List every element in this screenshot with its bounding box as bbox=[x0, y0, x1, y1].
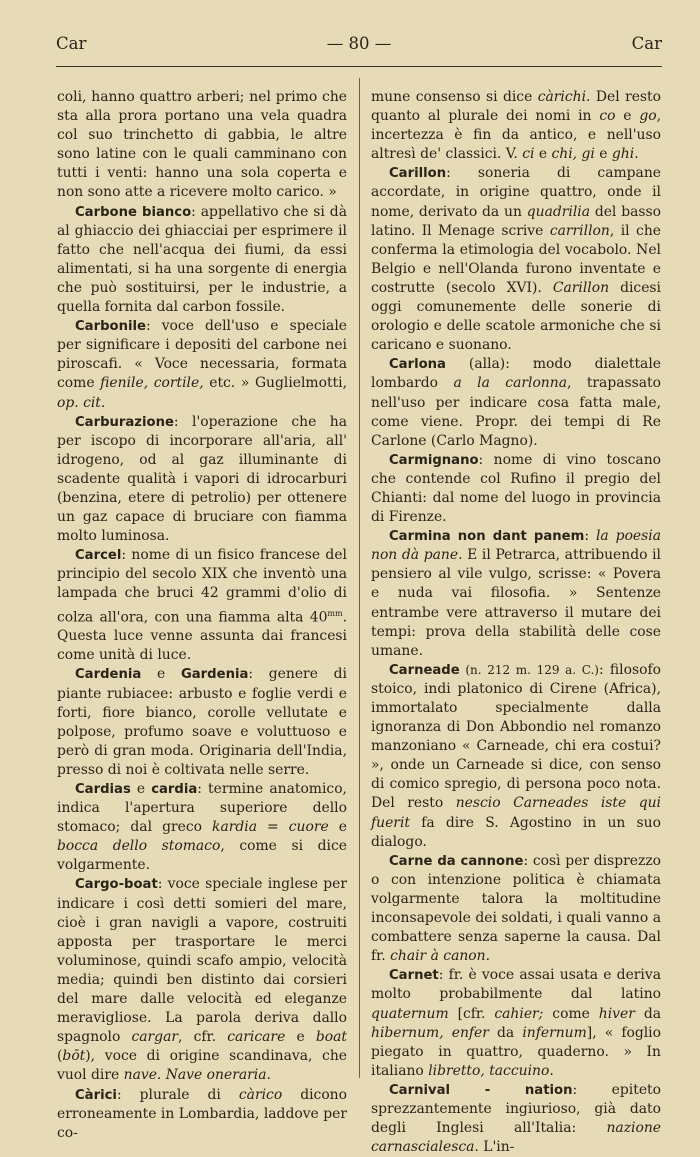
italic-text: chi, gi bbox=[551, 146, 595, 163]
continuation-text: coli, hanno quattro arberi; nel primo che sta alla prora portano una vela quadra col suo trinchetto di gabbia, le altre sono latine con le quali camminano con tutti i venti: hanno una sola coperta e non sono atte a ricevere molto carico. » bbox=[57, 89, 347, 201]
entry-carillon bbox=[371, 164, 661, 355]
headword: Cardenia bbox=[75, 667, 142, 683]
definition: : l'operazione che ha per iscopo di incorporare all'aria, all' idrogeno, od al gaz illuminante di scadente qualità i vapori di idrocarburi (benzina, etere di petrolio) per ottenere un gaz capace di bruciare con fiamma molto luminosa. bbox=[57, 413, 347, 545]
headword: Carne da cannone bbox=[389, 853, 524, 869]
entry-carmignano bbox=[371, 451, 661, 527]
italic-text: fienile, cortile, bbox=[100, 375, 204, 392]
superscript-unit: mm bbox=[327, 608, 343, 618]
headword: Càrici bbox=[75, 1087, 117, 1103]
header-rule bbox=[56, 66, 662, 67]
definition: fa dire S. Agostino in un suo dialogo. bbox=[371, 814, 661, 850]
continuation-text: e bbox=[534, 146, 552, 163]
definition: = bbox=[257, 819, 289, 836]
definition: : così per disprezzo o con intenzione politica è chiamata volgarmente talora la moltitudine inconsapevole dei soldati, i quali vanno a combattere senza saperne la causa. Dal fr. bbox=[371, 852, 661, 965]
headword: Carlona bbox=[389, 357, 446, 373]
definition: e bbox=[285, 1029, 316, 1046]
definition: ( bbox=[57, 1048, 63, 1065]
dates: (n. 212 m. 129 a. C.) bbox=[459, 662, 599, 677]
definition: . bbox=[266, 1067, 271, 1084]
italic-text: ci bbox=[522, 146, 535, 163]
definition: , il che conferma la etimologia del vocabolo. Nel Belgio e nell'Olanda furono inventate e costrutte (secolo XVI). bbox=[371, 222, 661, 296]
definition: . L'in- bbox=[474, 1139, 515, 1156]
headword: Carmignano bbox=[389, 452, 479, 468]
headword: Carnet bbox=[389, 968, 439, 984]
italic-text: a la carlonna bbox=[453, 375, 567, 392]
italic-text: op. cit. bbox=[57, 394, 106, 411]
italic-text: quaternum bbox=[371, 1005, 449, 1022]
running-header bbox=[56, 34, 662, 58]
definition: come bbox=[543, 1005, 599, 1022]
italic-text: cargar bbox=[131, 1029, 178, 1046]
page-number: — 80 — bbox=[326, 34, 392, 53]
definition: . E il Petrarca, attribuendo il pensiero al vile vulgo, scrisse: « Povera e nuda vai filosofia. » Sentenze entrambe vere attraverso il mutare dei tempi: prova della stabilità delle cose umane. bbox=[371, 547, 661, 659]
headword: Carbonile bbox=[75, 319, 146, 335]
italic-text: Carillon bbox=[552, 279, 610, 296]
headword: Carnival - nation bbox=[389, 1082, 573, 1098]
definition: , trapassato nell'uso per indicare cosa fatta male, come viene. Propr. dei tempi di Re Carlone (Carlo Magno). bbox=[371, 375, 661, 449]
definition: del basso latino. Il Menage scrive bbox=[371, 203, 661, 239]
italic-text: quadrilia bbox=[526, 203, 590, 220]
italic-text: kardia bbox=[212, 819, 257, 836]
continuation-text: mune consenso si dice bbox=[371, 89, 538, 105]
entry-carcel bbox=[57, 546, 347, 665]
definition: . bbox=[549, 1062, 554, 1079]
italic-text: nave. Nave oneraria bbox=[123, 1067, 267, 1084]
entry-carne-da-cannone bbox=[371, 852, 661, 967]
italic-text: ghi bbox=[611, 146, 635, 163]
entry-carici bbox=[57, 1086, 347, 1143]
entry-cardias bbox=[57, 780, 347, 875]
definition: : genere di piante rubiacee: arbusto e foglie verdi e forti, fiore bianco, corolle vellutate e polpose, profumo soave e voluttuoso e però di gran moda. Originaria dell'India, presso di noi è coltivata nelle serre. bbox=[57, 666, 347, 778]
italic-text: chair à canon bbox=[390, 948, 486, 965]
definition: : filosofo stoico, indi platonico di Cirene (Africa), immortalato specialmente dalla ignoranza di Don Abbondio nel romanzo manzoniano « Carneade, chi era costui? », onde un Carneade si dice, con senso di comico spregio, di persona poco nota. Del resto bbox=[371, 661, 661, 812]
italic-text: hibernum, enfer bbox=[371, 1024, 489, 1041]
definition: : fr. è voce assai usata e deriva molto probabilmente dal latino bbox=[371, 967, 661, 1003]
definition: : voce speciale inglese per indicare i così detti somieri del mare, cioè i gran navigli a vapore, costruiti apposta per trasportare le merci voluminose, quindi scafo ampio, velocità media; quindi ben distinto dai corsieri del mare dalle velocità ed eleganze meravigliose. La parola deriva dallo spagnolo bbox=[57, 876, 347, 1046]
italic-text: la poesia non dà pane bbox=[371, 528, 661, 564]
definition: . Questa luce venne assunta dai francesi come unità di luce. bbox=[57, 609, 347, 664]
headword: Carbone bianco bbox=[75, 204, 192, 220]
definition: dicono erroneamente in Lombardia, laddove per co- bbox=[57, 1086, 347, 1141]
headword: Cargo-boat bbox=[75, 877, 158, 893]
definition: etc. » Guglielmotti, bbox=[203, 375, 347, 392]
headword: Carburazione bbox=[75, 414, 174, 430]
headword: Carcel bbox=[75, 548, 122, 564]
right-column bbox=[371, 88, 661, 1157]
left-column bbox=[57, 88, 347, 1143]
italic-text: bocca dello stomaco bbox=[57, 838, 221, 855]
definition: : appellativo che si dà al ghiaccio dei ghiacciai per esprimere il fatto che nell'acqua dei fiumi, da essi alimentati, si ha una sorgente di energia che può sostituirsi, per le industrie, a quella fornita dal carbon fossile. bbox=[57, 203, 347, 316]
entry-carnival-nation bbox=[371, 1081, 661, 1157]
italic-text: bōt bbox=[62, 1048, 86, 1065]
column-divider bbox=[359, 78, 360, 1078]
italic-text: infernum bbox=[522, 1024, 587, 1041]
headword: Gardenia bbox=[180, 667, 249, 683]
italic-text: go bbox=[639, 108, 657, 125]
definition: : termine anatomico, indica l'apertura superiore dello stomaco; dal greco bbox=[57, 781, 347, 836]
definition: [cfr. bbox=[448, 1005, 495, 1022]
entry-carbone-bianco bbox=[57, 203, 347, 318]
header-right-guideword: Car bbox=[631, 34, 662, 53]
italic-text: cuore bbox=[288, 819, 329, 836]
entry-carbonile bbox=[57, 317, 347, 412]
entry-carlona bbox=[371, 355, 661, 450]
entry-continuation bbox=[371, 88, 661, 164]
conjunction: e bbox=[130, 781, 152, 797]
definition: , come si dice volgarmente. bbox=[57, 838, 347, 874]
definition: : plurale di bbox=[116, 1086, 239, 1103]
italic-text: nescio Carneades iste qui fuerit bbox=[371, 795, 661, 831]
entry-carneade bbox=[371, 661, 661, 852]
continuation-text: e bbox=[615, 108, 640, 125]
italic-text: boat bbox=[315, 1029, 347, 1046]
entry-carmina-non-dant-panem bbox=[371, 527, 661, 661]
continuation-text: e bbox=[594, 146, 612, 163]
italic-text: caricare bbox=[227, 1029, 286, 1046]
headword: cardia bbox=[151, 782, 198, 797]
italic-text: nazione carnascialesca bbox=[371, 1120, 661, 1156]
definition: : nome di vino toscano che contende col Rufino il pregio del Chianti: dal nome del luogo in provincia di Firenze. bbox=[371, 451, 661, 526]
definition: ), voce di origine scandinava, che vuol dire bbox=[57, 1048, 347, 1084]
headword: Carillon bbox=[389, 166, 447, 182]
headword: Carneade bbox=[389, 662, 460, 678]
definition: (alla): modo dialettale lombardo bbox=[371, 356, 661, 392]
definition: ], « foglio piegato in quattro, quaderno. » In italiano bbox=[371, 1024, 661, 1079]
italic-text: càrichi bbox=[537, 89, 587, 105]
entry-cardenia bbox=[57, 665, 347, 780]
continuation-text: . bbox=[634, 146, 639, 163]
italic-text: co bbox=[599, 108, 616, 125]
entry-carnet bbox=[371, 966, 661, 1081]
definition: e bbox=[328, 819, 347, 836]
definition: : voce dell'uso e speciale per significare i depositi del carbone nei piroscafi. « Voce necessaria, formata come bbox=[57, 318, 347, 392]
italic-text: libretto, taccuino bbox=[428, 1062, 550, 1079]
italic-text: hiver bbox=[598, 1005, 635, 1022]
conjunction: e bbox=[141, 666, 181, 683]
definition: : soneria di campane accordate, in origine quattro, onde il nome, derivato da un bbox=[371, 165, 661, 220]
definition: . bbox=[485, 948, 491, 965]
continuation-text: , incertezza è fin da antico, e nell'uso altresì de' classici. V. bbox=[371, 108, 661, 163]
header-left-guideword: Car bbox=[56, 34, 87, 53]
entry-cargo-boat bbox=[57, 875, 347, 1085]
entry-continuation bbox=[57, 88, 347, 203]
italic-text: cahier; bbox=[494, 1005, 544, 1022]
italic-text: carrillon bbox=[549, 222, 610, 239]
definition: : nome di un fisico francese del principio del secolo XIX che inventò una lampada che bruci 42 grammi d'olio di colza all'ora, con una fiamma alta 40 bbox=[57, 547, 347, 626]
definition: : bbox=[584, 528, 596, 545]
continuation-text: . Del resto quanto al plurale dei nomi in bbox=[371, 89, 662, 125]
headword: Cardias bbox=[75, 782, 131, 797]
definition: , cfr. bbox=[178, 1029, 228, 1046]
definition: da bbox=[634, 1005, 661, 1022]
italic-text: càrico bbox=[238, 1086, 283, 1103]
headword: Carmina non dant panem bbox=[389, 529, 585, 545]
definition: da bbox=[488, 1024, 523, 1041]
definition: dicesi oggi comunemente delle sonerie di orologio e delle scatole armoniche che si caricano e suonano. bbox=[371, 279, 661, 354]
entry-carburazione bbox=[57, 413, 347, 547]
definition: : epiteto sprezzantemente ingiurioso, già dato degli Inglesi all'Italia: bbox=[371, 1081, 661, 1137]
